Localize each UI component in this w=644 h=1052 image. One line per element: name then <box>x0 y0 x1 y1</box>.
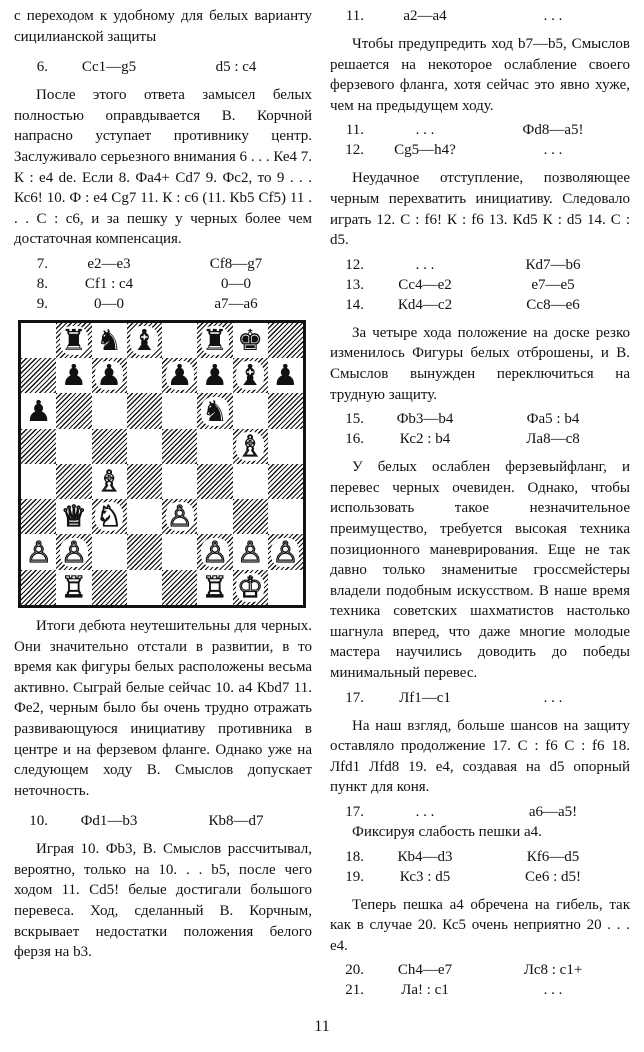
black-move: е7—е5 <box>531 276 575 293</box>
white-move: 0—0 <box>94 295 124 312</box>
square-f4 <box>197 464 232 499</box>
white-move: . . . <box>415 804 435 821</box>
black-bishop-icon: ♝ <box>131 323 158 358</box>
move-row <box>330 847 630 867</box>
move-list <box>330 960 630 1000</box>
move-number: 16. <box>345 431 364 448</box>
square-c4 <box>92 464 127 499</box>
black-pawn-icon: ♟ <box>60 358 87 393</box>
square-e6 <box>162 393 197 428</box>
move-row <box>14 811 312 831</box>
square-b3 <box>56 499 91 534</box>
square-g4 <box>233 464 268 499</box>
move-row <box>330 140 630 160</box>
move-number: 6. <box>36 59 48 76</box>
square-a6 <box>21 393 56 428</box>
white-move: Кd4—с2 <box>397 296 453 313</box>
move-row <box>14 294 312 314</box>
commentary-paragraph: На наш взгляд, больше шансов на защиту оставляло продолжение 17. С : f6 С : f6 18. Лfd1 Лfd8 19. е4, создавая на d5 опорный пункт для коня. <box>330 717 630 796</box>
square-c2 <box>92 534 127 569</box>
black-knight-icon: ♞ <box>96 323 123 358</box>
move-number: 15. <box>345 411 364 428</box>
right-column <box>330 6 630 1000</box>
move-row <box>14 57 312 77</box>
white-king-icon: ♔ <box>237 569 264 604</box>
white-move: Кb4—d3 <box>397 848 453 865</box>
square-h2 <box>268 534 303 569</box>
square-f1 <box>197 570 232 605</box>
square-c7 <box>92 358 127 393</box>
square-d4 <box>127 464 162 499</box>
square-a8 <box>21 323 56 358</box>
move-number: 14. <box>345 296 364 313</box>
square-g3 <box>233 499 268 534</box>
square-c6 <box>92 393 127 428</box>
square-g8 <box>233 323 268 358</box>
intro-text: с переходом к удобному для белых варианту сицилианской защиты <box>14 8 312 45</box>
move-number: 8. <box>36 275 48 292</box>
black-move: . . . <box>543 142 563 159</box>
move-row <box>330 275 630 295</box>
square-a1 <box>21 570 56 605</box>
white-move: а2—а4 <box>403 8 447 24</box>
square-h7 <box>268 358 303 393</box>
white-move: Кс2 : b4 <box>399 431 451 448</box>
move-number: 10. <box>29 813 48 830</box>
move-number: 12. <box>345 142 364 159</box>
commentary-paragraph: Теперь пешка а4 обречена на гибель, так как в случае 20. Кс5 очень неприятно 20 . . . е4. <box>330 896 630 954</box>
white-move: Cg5—h4? <box>394 142 456 159</box>
black-king-icon: ♚ <box>237 323 264 358</box>
white-move: е2—е3 <box>87 255 131 272</box>
square-b6 <box>56 393 91 428</box>
square-b1 <box>56 570 91 605</box>
square-a3 <box>21 499 56 534</box>
white-bishop-icon: ♗ <box>96 464 123 499</box>
square-d2 <box>127 534 162 569</box>
move-number: 12. <box>345 256 364 273</box>
square-b7 <box>56 358 91 393</box>
move-list <box>330 255 630 315</box>
square-b2 <box>56 534 91 569</box>
square-d7 <box>127 358 162 393</box>
square-c3 <box>92 499 127 534</box>
white-bishop-icon: ♗ <box>237 428 264 463</box>
square-h5 <box>268 429 303 464</box>
move-number: 11. <box>345 122 364 139</box>
square-b4 <box>56 464 91 499</box>
move-number: 19. <box>345 868 364 885</box>
chess-diagram <box>18 320 306 608</box>
square-g7 <box>233 358 268 393</box>
square-d1 <box>127 570 162 605</box>
move-number: 17. <box>345 689 364 706</box>
white-move: Cf1 : c4 <box>84 275 134 292</box>
white-move: . . . <box>415 256 435 273</box>
black-pawn-icon: ♟ <box>96 358 123 393</box>
white-pawn-icon: ♙ <box>166 499 193 534</box>
commentary-paragraph: После этого ответа замысел белых полностью оправдывается В. Корчной напрасно уступает противнику центр. Заслуживало серьезного внимания 6 . . . Ке4 7. К : е4 de. Если 8. Фа4+ Cd7 9. Фс2, то 9 . . . Кс6! 10. Ф : е4 Cg7 11. К : с6 (11. Кb5 Cf5) 11 . . . С : с6, и за пешку у черных более чем достаточная компенсация. <box>14 87 312 248</box>
move-row <box>330 6 630 26</box>
move-number: 9. <box>36 295 48 312</box>
black-move: Кd7—b6 <box>525 256 581 273</box>
move-row <box>330 960 630 980</box>
square-h3 <box>268 499 303 534</box>
black-move: Сс8—е6 <box>526 296 580 313</box>
black-move: Се6 : d5! <box>524 868 581 885</box>
black-move: а7—а6 <box>214 295 258 312</box>
white-rook-icon: ♖ <box>201 569 228 604</box>
square-e5 <box>162 429 197 464</box>
move-number: 13. <box>345 276 364 293</box>
black-rook-icon: ♜ <box>60 323 87 358</box>
move-row <box>330 802 630 822</box>
black-move: а6—а5! <box>528 804 578 821</box>
white-move: Кс3 : d5 <box>399 868 451 885</box>
square-f8 <box>197 323 232 358</box>
commentary-paragraph: Чтобы предупредить ход b7—b5, Смыслов решается на некоторое ослабление своего ферзевого фланга, хотя сейчас это явно хуже, чем на предыдущем ходу. <box>330 36 630 114</box>
commentary-paragraph: Фиксируя слабость пешки а4. <box>352 824 542 841</box>
square-g1 <box>233 570 268 605</box>
square-h4 <box>268 464 303 499</box>
square-h8 <box>268 323 303 358</box>
black-rook-icon: ♜ <box>201 323 228 358</box>
square-b8 <box>56 323 91 358</box>
black-move: 0—0 <box>221 275 251 292</box>
square-g6 <box>233 393 268 428</box>
square-h6 <box>268 393 303 428</box>
white-pawn-icon: ♙ <box>272 534 299 569</box>
white-pawn-icon: ♙ <box>25 534 52 569</box>
white-queen-icon: ♕ <box>60 499 87 534</box>
white-move: Лf1—с1 <box>399 689 451 706</box>
white-move: Фd1—b3 <box>80 813 138 830</box>
square-h1 <box>268 570 303 605</box>
square-e8 <box>162 323 197 358</box>
square-f6 <box>197 393 232 428</box>
black-move: . . . <box>543 8 563 24</box>
white-rook-icon: ♖ <box>60 569 87 604</box>
white-move: Ла! : с1 <box>401 982 449 999</box>
black-move: Фd8—а5! <box>522 122 584 139</box>
commentary-paragraph: За четыре хода положение на доске резко изменилось Фигуры белых отброшены, и В. Смыслов вынужден переключиться на трудную защиту. <box>330 324 630 403</box>
square-f5 <box>197 429 232 464</box>
black-move: Кb8—d7 <box>208 813 264 830</box>
page-number: 11 <box>314 1018 330 1035</box>
move-list <box>330 120 630 160</box>
white-pawn-icon: ♙ <box>60 534 87 569</box>
black-move: Кf6—d5 <box>526 848 580 865</box>
commentary-paragraph: У белых ослаблен ферзевыйфланг, и перевес черных очевиден. Однако, чтобы использовать такое незначительное преимущество, требуется высокая техника позиционного маневрирования. Еще не так давно только знаменитые гроссмейстеры владели подобным искусством. В наше время техника советских шахматистов настолько шагнула вперед, что даже многие молодые мастера научились доводить до победы минимальный перевес. <box>330 459 630 682</box>
square-d6 <box>127 393 162 428</box>
commentary-paragraph: Играя 10. Фb3, В. Смыслов рассчитывал, вероятно, только на 10. . . b5, после чего ходом 11. Cd5! белые достигали большого перевеса. Ход, сделанный В. Корчным, вскрывает недостатки положения белого ферзя на b3. <box>14 841 312 961</box>
black-move: d5 : c4 <box>215 59 257 76</box>
black-pawn-icon: ♟ <box>272 358 299 393</box>
black-move: . . . <box>543 982 563 999</box>
move-number: 17. <box>345 804 364 821</box>
white-knight-icon: ♘ <box>96 499 123 534</box>
left-column <box>14 6 312 967</box>
move-row <box>330 867 630 887</box>
black-knight-icon: ♞ <box>201 393 228 428</box>
black-move: . . . <box>543 689 563 706</box>
black-move: Лс8 : c1+ <box>523 962 583 979</box>
move-number: 11. <box>345 8 364 24</box>
square-f7 <box>197 358 232 393</box>
commentary-paragraph: Итоги дебюта неутешительны для черных. Они значительно отстали в развитии, в то время как фигуры белых расположены весьма активно. Сыграй белые сейчас 10. а4 Кbd7 11. Фе2, черным было бы очень трудно отражать развивающуюся инициативу противника в центре и на ферзевом фланге. Однако уже на следующем ходу В. Смыслов допускает неточность. <box>14 617 312 799</box>
square-d3 <box>127 499 162 534</box>
white-pawn-icon: ♙ <box>201 534 228 569</box>
commentary-paragraph: Неудачное отступление, позволяющее черным перехватить инициативу. Следовало играть 12. С : f6! К : f6 13. Кd5 К : d5 14. С : d5. <box>330 170 630 249</box>
black-bishop-icon: ♝ <box>237 358 264 393</box>
move-row <box>330 120 630 140</box>
move-row <box>330 255 630 275</box>
black-pawn-icon: ♟ <box>25 393 52 428</box>
white-move: Фb3—b4 <box>396 411 454 428</box>
square-a5 <box>21 429 56 464</box>
move-row <box>14 254 312 274</box>
black-move: Cf8—g7 <box>209 255 263 272</box>
move-row <box>14 274 312 294</box>
square-g2 <box>233 534 268 569</box>
move-list <box>330 409 630 449</box>
move-row <box>330 409 630 429</box>
black-pawn-icon: ♟ <box>166 358 193 393</box>
square-a7 <box>21 358 56 393</box>
square-c8 <box>92 323 127 358</box>
black-move: Фа5 : b4 <box>526 411 580 428</box>
move-row <box>330 295 630 315</box>
move-row <box>330 980 630 1000</box>
move-list <box>330 847 630 887</box>
white-move: . . . <box>415 122 435 139</box>
square-e4 <box>162 464 197 499</box>
move-row <box>330 688 630 708</box>
square-d8 <box>127 323 162 358</box>
move-number: 7. <box>36 255 48 272</box>
square-e2 <box>162 534 197 569</box>
square-e3 <box>162 499 197 534</box>
square-a4 <box>21 464 56 499</box>
square-c1 <box>92 570 127 605</box>
black-move: Ла8—с8 <box>526 431 580 448</box>
square-f3 <box>197 499 232 534</box>
square-a2 <box>21 534 56 569</box>
move-number: 20. <box>345 962 364 979</box>
square-g5 <box>233 429 268 464</box>
square-e7 <box>162 358 197 393</box>
move-row <box>330 429 630 449</box>
white-pawn-icon: ♙ <box>237 534 264 569</box>
square-c5 <box>92 429 127 464</box>
move-number: 21. <box>345 982 364 999</box>
square-d5 <box>127 429 162 464</box>
white-move: Сс1—g5 <box>81 59 137 76</box>
square-e1 <box>162 570 197 605</box>
square-b5 <box>56 429 91 464</box>
move-number: 18. <box>345 848 364 865</box>
white-move: Сh4—е7 <box>397 962 453 979</box>
square-f2 <box>197 534 232 569</box>
black-pawn-icon: ♟ <box>201 358 228 393</box>
move-list <box>14 254 312 314</box>
white-move: Сс4—е2 <box>398 276 452 293</box>
